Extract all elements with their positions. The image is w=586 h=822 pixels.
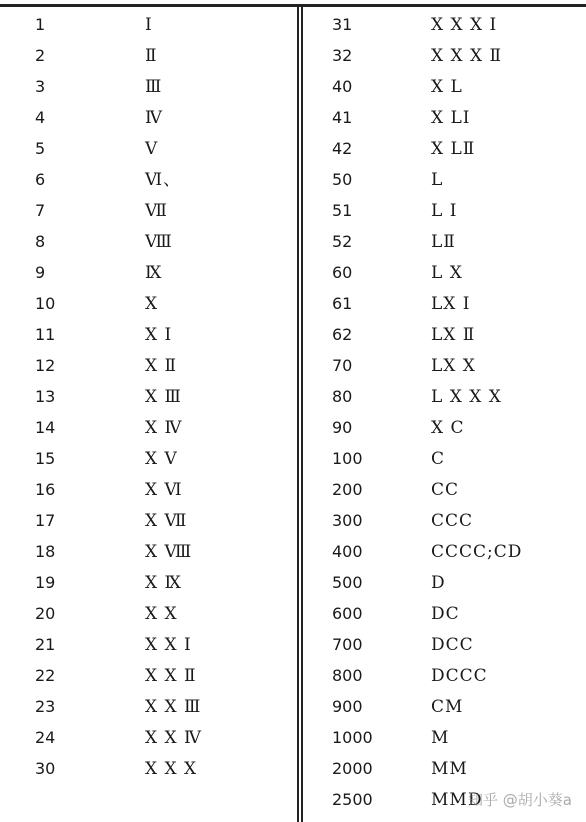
arabic-number: 18 xyxy=(35,542,56,561)
arabic-number: 23 xyxy=(35,697,56,716)
arabic-number: 80 xyxy=(332,387,353,406)
table-row xyxy=(0,42,296,73)
table-row xyxy=(303,755,586,786)
arabic-number: 10 xyxy=(35,294,56,313)
arabic-number: 9 xyxy=(35,263,46,282)
arabic-number: 15 xyxy=(35,449,56,468)
table-row xyxy=(303,73,586,104)
table-row xyxy=(303,197,586,228)
roman-numeral: Ⅹ Ⅹ Ⅱ xyxy=(145,666,197,686)
table-row xyxy=(0,197,296,228)
arabic-number: 800 xyxy=(332,666,363,685)
arabic-number: 30 xyxy=(35,759,56,778)
left-column xyxy=(0,11,296,786)
table-row xyxy=(0,352,296,383)
roman-numeral: Ⅹ Ⅰ xyxy=(145,325,173,345)
table-row xyxy=(0,73,296,104)
arabic-number: 24 xyxy=(35,728,56,747)
arabic-number: 600 xyxy=(332,604,363,623)
arabic-number: 32 xyxy=(332,46,353,65)
roman-numeral: Ⅹ LⅠ xyxy=(431,108,471,128)
roman-numeral: CC xyxy=(431,480,460,500)
arabic-number: 2500 xyxy=(332,790,373,809)
table-row xyxy=(303,11,586,42)
arabic-number: 700 xyxy=(332,635,363,654)
table-row xyxy=(303,135,586,166)
roman-numeral: DCCC xyxy=(431,666,488,686)
table-row xyxy=(303,166,586,197)
roman-numeral: Ⅹ Ⅸ xyxy=(145,573,182,593)
roman-numeral: Ⅰ xyxy=(145,15,153,35)
table-row xyxy=(303,507,586,538)
table-row xyxy=(0,11,296,42)
table-row xyxy=(303,445,586,476)
arabic-number: 6 xyxy=(35,170,46,189)
table-row xyxy=(303,631,586,662)
table-row xyxy=(0,631,296,662)
table-row xyxy=(0,290,296,321)
table-row xyxy=(303,352,586,383)
arabic-number: 4 xyxy=(35,108,46,127)
roman-numeral: LⅡ xyxy=(431,232,456,252)
arabic-number: 3 xyxy=(35,77,46,96)
roman-numeral: Ⅹ Ⅶ xyxy=(145,511,188,531)
right-column xyxy=(303,11,586,817)
table-row xyxy=(303,321,586,352)
arabic-number: 300 xyxy=(332,511,363,530)
arabic-number: 60 xyxy=(332,263,353,282)
roman-numeral: Ⅹ L xyxy=(431,77,463,97)
arabic-number: 1000 xyxy=(332,728,373,747)
table-row xyxy=(303,414,586,445)
roman-numeral: CCCC;CD xyxy=(431,542,523,562)
roman-numeral: MMD xyxy=(431,790,483,810)
arabic-number: 17 xyxy=(35,511,56,530)
arabic-number: 90 xyxy=(332,418,353,437)
table-row xyxy=(0,724,296,755)
arabic-number: 100 xyxy=(332,449,363,468)
arabic-number: 8 xyxy=(35,232,46,251)
table-row xyxy=(0,104,296,135)
table-row xyxy=(0,569,296,600)
roman-numeral: Ⅹ Ⅹ xyxy=(145,604,178,624)
arabic-number: 22 xyxy=(35,666,56,685)
arabic-number: 41 xyxy=(332,108,353,127)
roman-numeral: Ⅹ Ⅹ Ⅹ Ⅰ xyxy=(431,15,498,35)
roman-numeral: L xyxy=(431,170,444,190)
table-row xyxy=(0,445,296,476)
table-row xyxy=(0,259,296,290)
table-row xyxy=(0,414,296,445)
table-row xyxy=(303,538,586,569)
table-row xyxy=(303,693,586,724)
table-row xyxy=(0,755,296,786)
arabic-number: 400 xyxy=(332,542,363,561)
table-row xyxy=(303,600,586,631)
table-row xyxy=(303,228,586,259)
roman-numeral: Ⅳ xyxy=(145,108,163,128)
arabic-number: 11 xyxy=(35,325,56,344)
arabic-number: 1 xyxy=(35,15,46,34)
table-row xyxy=(303,724,586,755)
arabic-number: 500 xyxy=(332,573,363,592)
arabic-number: 21 xyxy=(35,635,56,654)
roman-numeral: Ⅹ Ⅹ Ⅳ xyxy=(145,728,202,748)
arabic-number: 19 xyxy=(35,573,56,592)
table-row xyxy=(0,662,296,693)
arabic-number: 12 xyxy=(35,356,56,375)
arabic-number: 900 xyxy=(332,697,363,716)
table-row xyxy=(0,135,296,166)
table-row xyxy=(303,42,586,73)
arabic-number: 70 xyxy=(332,356,353,375)
arabic-number: 2000 xyxy=(332,759,373,778)
roman-numeral: DC xyxy=(431,604,460,624)
table-row xyxy=(303,383,586,414)
arabic-number: 14 xyxy=(35,418,56,437)
roman-numeral: Ⅹ Ⅵ xyxy=(145,480,183,500)
arabic-number: 50 xyxy=(332,170,353,189)
arabic-number: 200 xyxy=(332,480,363,499)
roman-numeral: Ⅸ xyxy=(145,263,163,283)
roman-numeral: CCC xyxy=(431,511,474,531)
arabic-number: 62 xyxy=(332,325,353,344)
roman-numeral: Ⅹ Ⅹ Ⅹ Ⅱ xyxy=(431,46,503,66)
table-row xyxy=(303,259,586,290)
arabic-number: 51 xyxy=(332,201,353,220)
table-row xyxy=(0,228,296,259)
roman-numeral: LⅩ Ⅰ xyxy=(431,294,471,314)
roman-numeral: CM xyxy=(431,697,464,717)
roman-numeral: Ⅵ、 xyxy=(145,170,182,190)
table-row xyxy=(303,662,586,693)
roman-numeral: Ⅹ Ⅱ xyxy=(145,356,178,376)
arabic-number: 5 xyxy=(35,139,46,158)
arabic-number: 13 xyxy=(35,387,56,406)
roman-numeral: Ⅹ C xyxy=(431,418,465,438)
arabic-number: 2 xyxy=(35,46,46,65)
table-row xyxy=(303,290,586,321)
table-row xyxy=(0,693,296,724)
roman-numeral: D xyxy=(431,573,446,593)
roman-numeral: Ⅲ xyxy=(145,77,163,97)
roman-numeral: Ⅹ Ⅷ xyxy=(145,542,193,562)
table-row xyxy=(0,383,296,414)
table-row xyxy=(303,476,586,507)
roman-numeral: L Ⅹ xyxy=(431,263,463,283)
roman-numeral: Ⅷ xyxy=(145,232,173,252)
arabic-number: 31 xyxy=(332,15,353,34)
roman-numeral: Ⅱ xyxy=(145,46,158,66)
table-row xyxy=(0,507,296,538)
arabic-number: 7 xyxy=(35,201,46,220)
table-row xyxy=(0,166,296,197)
arabic-number: 40 xyxy=(332,77,353,96)
roman-numeral: Ⅹ LⅡ xyxy=(431,139,476,159)
roman-numeral: Ⅶ xyxy=(145,201,168,221)
roman-numeral: L Ⅹ Ⅹ Ⅹ xyxy=(431,387,502,407)
arabic-number: 16 xyxy=(35,480,56,499)
roman-numeral: Ⅹ Ⅹ Ⅹ xyxy=(145,759,198,779)
arabic-number: 20 xyxy=(35,604,56,623)
roman-numeral: Ⅹ Ⅴ xyxy=(145,449,178,469)
table-row xyxy=(0,538,296,569)
arabic-number: 61 xyxy=(332,294,353,313)
watermark: 知乎 @胡小葵a xyxy=(468,791,572,809)
roman-numeral: DCC xyxy=(431,635,474,655)
roman-numeral: Ⅹ Ⅳ xyxy=(145,418,183,438)
roman-numeral: C xyxy=(431,449,446,469)
roman-numeral: LⅩ Ⅱ xyxy=(431,325,476,345)
roman-numeral: Ⅴ xyxy=(145,139,159,159)
roman-numeral: Ⅹ Ⅹ Ⅲ xyxy=(145,697,202,717)
table-row xyxy=(303,104,586,135)
arabic-number: 42 xyxy=(332,139,353,158)
roman-numeral: Ⅹ xyxy=(145,294,159,314)
roman-numeral: LⅩ Ⅹ xyxy=(431,356,476,376)
arabic-number: 52 xyxy=(332,232,353,251)
table-row xyxy=(303,569,586,600)
column-divider-left-line xyxy=(297,4,299,822)
table-row xyxy=(0,600,296,631)
roman-numeral: Ⅹ Ⅹ Ⅰ xyxy=(145,635,192,655)
table-row xyxy=(0,321,296,352)
roman-numeral: MM xyxy=(431,759,468,779)
roman-numeral: Ⅹ Ⅲ xyxy=(145,387,182,407)
table-row xyxy=(0,476,296,507)
table-top-rule xyxy=(0,4,586,7)
roman-numeral: L Ⅰ xyxy=(431,201,458,221)
roman-numeral: M xyxy=(431,728,450,748)
